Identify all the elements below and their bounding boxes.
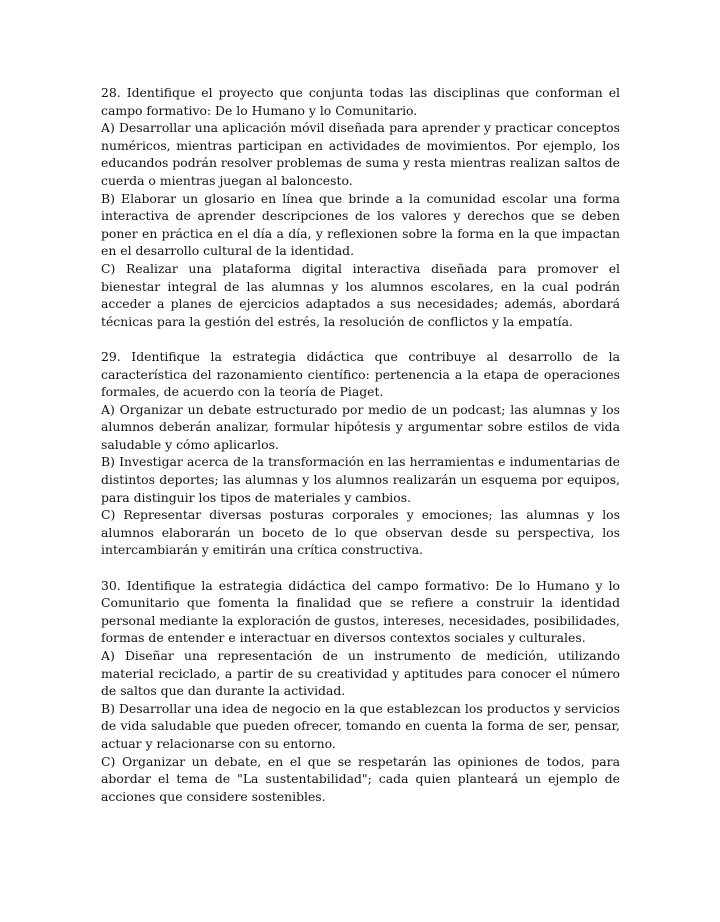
answer-option-c: C) Realizar una plataforma digital interactiva diseñada para promover el bienestar integral de las alumnas y los alumnos escolares, en la cual podrán acceder a planes de ejercicios adaptados a sus necesidades; además, abordará técnicas para la gestión del estrés, la resolución de conflictos y la empatía.: [101, 260, 620, 329]
answer-option-b: B) Desarrollar una idea de negocio en la que establezcan los productos y servicios de vida saludable que pueden ofrecer, tomando en cuenta la forma de ser, pensar, actuar y relacionarse con su entorno.: [101, 700, 620, 751]
answer-option-b: B) Investigar acerca de la transformación en las herramientas e indumentarias de distintos deportes; las alumnas y los alumnos realizarán un esquema por equipos, para distinguir los tipos de materiales y cambios.: [101, 454, 620, 505]
answer-option-b: B) Elaborar un glosario en línea que brinde a la comunidad escolar una forma interactiva de aprender descripciones de los valores y derechos que se deben poner en práctica en el día a día, y reflexionen sobre la forma en la que impactan en el desarrollo cultural de la identidad.: [101, 190, 620, 259]
question-28: [101, 84, 620, 330]
answer-option-c: C) Representar diversas posturas corporales y emociones; las alumnas y los alumnos elaborarán un boceto de lo que observan desde su perspectiva, los intercambiarán y emitirán una crítica constructiva.: [101, 507, 620, 558]
document-page: [101, 84, 620, 823]
answer-option-a: A) Organizar un debate estructurado por medio de un podcast; las alumnas y los alumnos deberán analizar, formular hipótesis y argumentar sobre estilos de vida saludable y cómo aplicarlos.: [101, 401, 620, 452]
answer-option-c: C) Organizar un debate, en el que se respetarán las opiniones de todos, para abordar el tema de "La sustentabilidad"; cada quien planteará un ejemplo de acciones que considere sostenibles.: [101, 753, 620, 804]
question-stem: 28. Identifique el proyecto que conjunta todas las disciplinas que conforman el campo formativo: De lo Humano y lo Comunitario.: [101, 85, 620, 118]
answer-option-a: A) Desarrollar una aplicación móvil diseñada para aprender y practicar conceptos numéricos, mientras participan en actividades de movimientos. Por ejemplo, los educandos podrán resolver problemas de suma y resta mientras realizan saltos de cuerda o mientras juegan al baloncesto.: [101, 120, 620, 188]
question-29: [101, 348, 620, 559]
question-stem: 29. Identifique la estrategia didáctica que contribuye al desarrollo de la característica del razonamiento científico: pertenencia a la etapa de operaciones formales, de acuerdo con la teoría de Piaget.: [101, 348, 620, 400]
question-stem: 30. Identifique la estrategia didáctica del campo formativo: De lo Humano y lo Comunitario que fomenta la finalidad que se refiere a construir la identidad personal mediante la exploración de gustos, intereses, necesidades, posibilidades, formas de entender e interactuar en diversos contextos sociales y culturales.: [101, 577, 620, 646]
question-30: [101, 577, 620, 806]
answer-option-a: A) Diseñar una representación de un instrumento de medición, utilizando material reciclado, a partir de su creatividad y aptitudes para conocer el número de saltos que dan durante la actividad.: [101, 648, 620, 699]
